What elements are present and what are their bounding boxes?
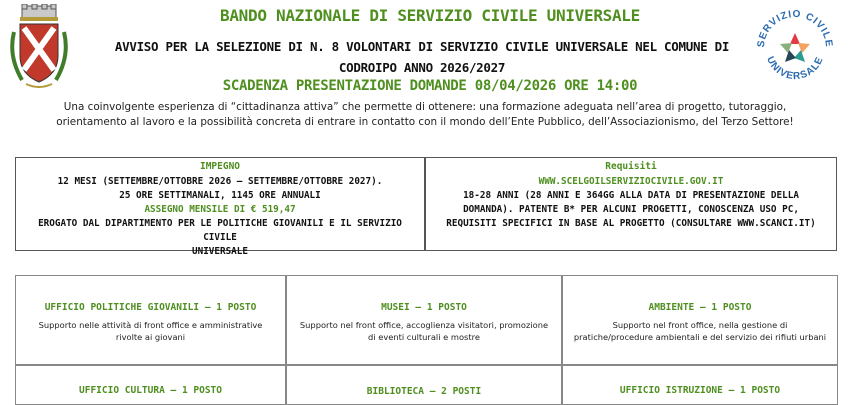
- impegno-box: [15, 157, 425, 257]
- position-card: [562, 365, 838, 405]
- requisiti-age: 18-28 ANNI (28 ANNI E 364GG ALLA DATA DI PRESENTAZIONE DELLA: [463, 190, 799, 201]
- impegno-heading: IMPEGNO: [199, 161, 241, 172]
- announcement-subtitle: [82, 36, 762, 78]
- intro-paragraph: [8, 100, 842, 130]
- svg-text:UNIVERSALE: [764, 55, 826, 82]
- position-card: [286, 275, 562, 365]
- position-card: [286, 365, 562, 405]
- position-title: UFFICIO CULTURA – 1 POSTO: [79, 385, 222, 396]
- position-description: Supporto nelle attività di front office e amministrative rivolte ai giovani: [38, 320, 263, 342]
- intro-line-1: Una coinvolgente esperienza di “cittadinanza attiva” che permette di ottenere: una formazione adeguata nell’area di progetto, tutoraggio,: [63, 101, 787, 113]
- impegno-provider-cont: UNIVERSALE: [192, 246, 248, 257]
- requisiti-website-link[interactable]: WWW.SCELGOILSERVIZIOCIVILE.GOV.IT: [538, 176, 724, 187]
- requisiti-heading: Requisiti: [605, 161, 657, 172]
- intro-line-2: orientamento al lavoro e la possibilità concreta di entrare in contatto con il mondo dell’Ente Pubblico, dell’Associazionismo, del Terzo Settore!: [56, 116, 794, 128]
- position-description: Supporto nel front office, accoglienza visitatori, promozione di eventi culturali e mostre: [299, 320, 549, 342]
- requisiti-license: DOMANDA). PATENTE B* PER ALCUNI PROGETTI, CONOSCENZA USO PC,: [463, 204, 799, 215]
- impegno-provider: EROGATO DAL DIPARTIMENTO PER LE POLITICHE GIOVANILI E IL SERVIZIO CIVILE: [38, 218, 402, 243]
- position-card: [15, 365, 286, 405]
- servizio-civile-logo: [752, 2, 838, 88]
- position-description: Supporto nel front office, nella gestione di pratiche/procedure ambientali e del servizio dei rifiuti urbani: [573, 320, 827, 342]
- logo-text-top: SERVIZIO CIVILE: [755, 8, 835, 49]
- position-card: [15, 275, 286, 365]
- position-card: [562, 275, 838, 365]
- requisiti-specific: REQUISITI SPECIFICI IN BASE AL PROGETTO (CONSULTARE WWW.SCANCI.IT): [446, 218, 816, 229]
- subtitle-line-2: CODROIPO ANNO 2026/2027: [338, 60, 506, 75]
- impegno-duration: 12 MESI (SETTEMBRE/OTTOBRE 2026 – SETTEMBRE/OTTOBRE 2027).: [57, 176, 383, 187]
- municipal-crest-logo: [6, 4, 72, 90]
- position-title: MUSEI – 1 POSTO: [381, 302, 467, 313]
- impegno-allowance: ASSEGNO MENSILE DI € 519,47: [144, 204, 296, 215]
- position-title: AMBIENTE – 1 POSTO: [648, 302, 752, 313]
- application-deadline: SCADENZA PRESENTAZIONE DOMANDE 08/04/2026 ORE 14:00: [222, 78, 638, 94]
- impegno-hours: 25 ORE SETTIMANALI, 1145 ORE ANNUALI: [119, 190, 321, 201]
- position-title: UFFICIO ISTRUZIONE – 1 POSTO: [619, 385, 781, 396]
- position-title: UFFICIO POLITICHE GIOVANILI – 1 POSTO: [44, 302, 257, 313]
- subtitle-line-1: AVVISO PER LA SELEZIONE DI N. 8 VOLONTARI DI SERVIZIO CIVILE UNIVERSALE NEL COMUNE DI: [114, 39, 730, 54]
- requisiti-box: [425, 157, 837, 251]
- position-title: BIBLIOTECA – 2 POSTI: [366, 386, 482, 397]
- logo-text-bottom: UNIVERSALE: [764, 54, 826, 83]
- page-title: BANDO NAZIONALE DI SERVIZIO CIVILE UNIVERSALE: [220, 6, 640, 25]
